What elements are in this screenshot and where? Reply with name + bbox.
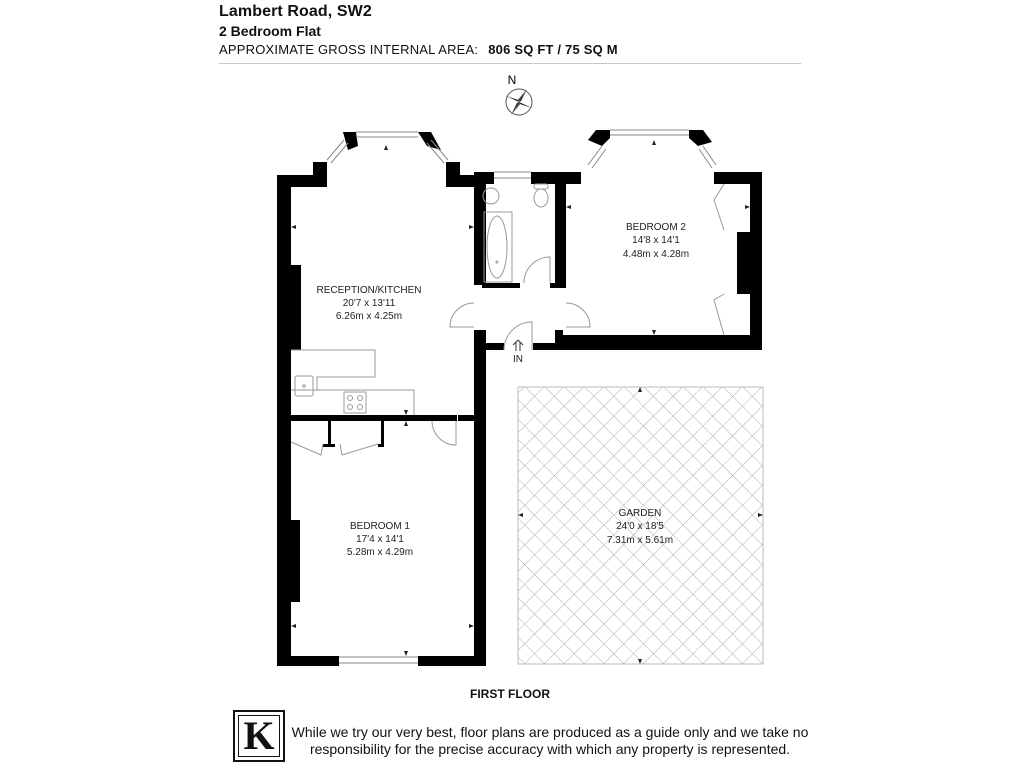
room-name: BEDROOM 1 — [349, 521, 411, 532]
bedroom1-door — [432, 421, 456, 445]
room-name: BEDROOM 2 — [625, 222, 687, 233]
room-imperial: 24'0 x 18'5 — [616, 521, 664, 532]
room-metric: 7.31m x 5.61m — [606, 535, 674, 546]
bathroom-door — [524, 257, 550, 283]
reception-door — [450, 303, 474, 327]
compass-rose-icon — [506, 89, 532, 115]
entrance-label: IN — [513, 354, 523, 365]
compass — [506, 73, 532, 115]
entrance-arrow-icon — [513, 340, 523, 351]
bath-icon — [484, 212, 512, 282]
room-imperial: 20'7 x 13'11 — [342, 298, 396, 309]
disclaimer-text: While we try our very best, floor plans are produced as a guide only and we take no responsibility for the precise accuracy with which any property is represented. — [291, 724, 809, 757]
hob-icon — [344, 392, 366, 413]
toilet-icon — [534, 184, 548, 207]
room-bedroom-1 — [347, 521, 413, 558]
room-name: RECEPTION/KITCHEN — [316, 285, 422, 296]
room-imperial: 14'8 x 14'1 — [632, 235, 680, 246]
agency-logo — [233, 710, 285, 762]
room-bedroom-2 — [623, 222, 689, 260]
bedroom2-door — [566, 303, 590, 327]
sink-icon — [295, 376, 313, 396]
entrance-door — [504, 322, 532, 350]
gross-area-value: 806 SQ FT / 75 SQ M — [488, 42, 618, 57]
room-metric: 4.48m x 4.28m — [622, 249, 690, 260]
compass-north-label: N — [507, 73, 517, 87]
room-name: GARDEN — [618, 508, 662, 519]
room-reception-kitchen — [316, 285, 421, 322]
logo-letter: K — [238, 715, 280, 757]
property-title: Lambert Road, SW2 — [219, 3, 372, 20]
room-imperial: 17'4 x 14'1 — [356, 534, 404, 545]
gross-area-label: APPROXIMATE GROSS INTERNAL AREA: — [219, 42, 479, 57]
room-metric: 5.28m x 4.29m — [346, 547, 414, 558]
room-metric: 6.26m x 4.25m — [335, 311, 403, 322]
floor-label: FIRST FLOOR — [470, 687, 550, 701]
property-subtitle: 2 Bedroom Flat — [219, 23, 321, 39]
